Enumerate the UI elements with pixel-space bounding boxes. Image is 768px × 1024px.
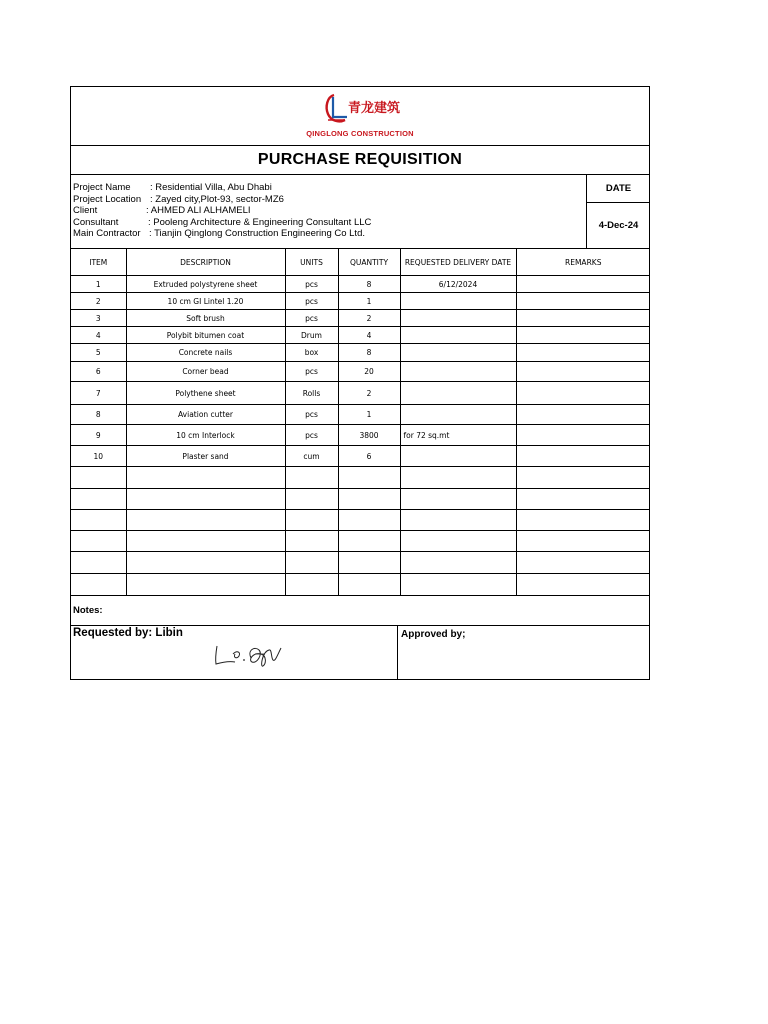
info-value: : Pooleng Architecture & Engineering Consultant LLC (148, 216, 372, 228)
cell-delivery-date (400, 362, 516, 382)
table-row (71, 446, 650, 467)
cell-delivery-date (400, 489, 516, 510)
cell-description: Corner bead (126, 362, 285, 382)
cell-item (71, 489, 126, 510)
info-value: : Residential Villa, Abu Dhabi (150, 182, 272, 193)
cell-description: Soft brush (126, 310, 285, 327)
date-value: 4-Dec-24 (598, 220, 639, 231)
info-value: : Zayed city,Plot-93, sector-MZ6 (150, 193, 284, 205)
cell-delivery-date (400, 310, 516, 327)
cell-remarks (516, 405, 650, 425)
table-row (71, 425, 650, 446)
table-row (71, 362, 650, 382)
cell-quantity: 6 (338, 446, 400, 467)
table-row (71, 574, 650, 596)
cell-remarks (516, 327, 650, 344)
info-value: : AHMED ALI ALHAMELI (146, 205, 251, 216)
column-header-description: DESCRIPTION (126, 249, 285, 276)
handwritten-signature (211, 640, 286, 672)
cell-description (126, 510, 285, 531)
cell-quantity: 20 (338, 362, 400, 382)
cell-delivery-date (400, 552, 516, 574)
cell-remarks (516, 446, 650, 467)
cell-description: Extruded polystyrene sheet (126, 276, 285, 293)
cell-quantity: 3800 (338, 425, 400, 446)
cell-remarks (516, 467, 650, 489)
table-row (71, 276, 650, 293)
cell-item (71, 467, 126, 489)
purchase-requisition-form (70, 86, 650, 680)
cell-remarks (516, 382, 650, 405)
cell-description (126, 531, 285, 552)
cell-quantity: 1 (338, 293, 400, 310)
table-row (71, 310, 650, 327)
cell-remarks (516, 510, 650, 531)
info-value: : Tianjin Qinglong Construction Engineering Co Ltd. (149, 228, 365, 239)
cell-description: Plaster sand (126, 446, 285, 467)
column-header-remarks: REMARKS (516, 249, 650, 276)
column-header-units: UNITS (285, 249, 338, 276)
cell-delivery-date (400, 405, 516, 425)
requested-by-box (71, 626, 398, 679)
cell-quantity: 8 (338, 276, 400, 293)
cell-delivery-date: for 72 sq.mt (400, 425, 516, 446)
cell-quantity (338, 489, 400, 510)
company-header (71, 87, 649, 145)
cell-delivery-date (400, 327, 516, 344)
cell-description (126, 489, 285, 510)
cell-item (71, 531, 126, 552)
cell-item: 4 (71, 327, 126, 344)
cell-units: cum (285, 446, 338, 467)
cell-remarks (516, 531, 650, 552)
cell-item: 8 (71, 405, 126, 425)
cell-delivery-date (400, 510, 516, 531)
info-row-consultant (73, 217, 586, 229)
cell-description: Concrete nails (126, 344, 285, 362)
table-row (71, 510, 650, 531)
cell-quantity (338, 467, 400, 489)
cell-quantity: 4 (338, 327, 400, 344)
table-row (71, 489, 650, 510)
logo-chinese-text: 青龙建筑 (348, 101, 401, 116)
cell-units (285, 510, 338, 531)
table-row (71, 293, 650, 310)
cell-remarks (516, 489, 650, 510)
cell-units (285, 552, 338, 574)
cell-units (285, 489, 338, 510)
cell-item: 6 (71, 362, 126, 382)
cell-units: Rolls (285, 382, 338, 405)
info-row-project-location (73, 194, 586, 206)
cell-delivery-date (400, 574, 516, 596)
info-label: Consultant (73, 216, 119, 228)
company-name: QINGLONG CONSTRUCTION (306, 129, 414, 138)
cell-remarks (516, 362, 650, 382)
cell-quantity (338, 552, 400, 574)
cell-item: 10 (71, 446, 126, 467)
column-header-delivery-date: REQUESTED DELIVERY DATE (400, 249, 516, 276)
info-row-project-name (73, 182, 586, 194)
project-info (71, 175, 587, 248)
cell-units (285, 531, 338, 552)
table-row (71, 531, 650, 552)
cell-quantity (338, 510, 400, 531)
signature-section (70, 625, 650, 680)
cell-item (71, 574, 126, 596)
column-header-quantity: QUANTITY (338, 249, 400, 276)
cell-units: pcs (285, 310, 338, 327)
table-row (71, 552, 650, 574)
notes-label: Notes: (73, 605, 103, 616)
items-table (71, 248, 650, 596)
cell-remarks (516, 310, 650, 327)
cell-remarks (516, 344, 650, 362)
cell-description: Polythene sheet (126, 382, 285, 405)
info-label: Project Name (73, 182, 131, 193)
cell-delivery-date (400, 446, 516, 467)
cell-quantity: 8 (338, 344, 400, 362)
cell-quantity: 2 (338, 382, 400, 405)
info-row-client (73, 205, 586, 217)
table-row (71, 405, 650, 425)
info-label: Client (73, 205, 98, 216)
cell-item: 7 (71, 382, 126, 405)
cell-delivery-date (400, 467, 516, 489)
cell-delivery-date (400, 344, 516, 362)
cell-units: pcs (285, 425, 338, 446)
cell-quantity: 2 (338, 310, 400, 327)
cell-units: pcs (285, 405, 338, 425)
cell-units (285, 467, 338, 489)
cell-delivery-date (400, 293, 516, 310)
cell-units: pcs (285, 362, 338, 382)
cell-units: pcs (285, 276, 338, 293)
cell-units: pcs (285, 293, 338, 310)
cell-description (126, 467, 285, 489)
info-label: Main Contractor (73, 228, 141, 239)
cell-item: 5 (71, 344, 126, 362)
cell-description (126, 552, 285, 574)
table-header-row (71, 249, 650, 276)
cell-item: 1 (71, 276, 126, 293)
cell-delivery-date (400, 382, 516, 405)
cell-description: Aviation cutter (126, 405, 285, 425)
cell-quantity: 1 (338, 405, 400, 425)
table-row (71, 382, 650, 405)
cell-remarks (516, 276, 650, 293)
cell-remarks (516, 574, 650, 596)
cell-item: 2 (71, 293, 126, 310)
cell-description: 10 cm Interlock (126, 425, 285, 446)
cell-description (126, 574, 285, 596)
cell-remarks (516, 293, 650, 310)
qinglong-logo (323, 93, 413, 131)
cell-item (71, 510, 126, 531)
cell-item (71, 552, 126, 574)
table-row (71, 344, 650, 362)
cell-units: box (285, 344, 338, 362)
table-row (71, 327, 650, 344)
cell-quantity (338, 574, 400, 596)
cell-description: 10 cm GI Lintel 1.20 (126, 293, 285, 310)
info-label: Project Location (73, 193, 142, 205)
cell-units: Drum (285, 327, 338, 344)
cell-item: 3 (71, 310, 126, 327)
cell-units (285, 574, 338, 596)
cell-delivery-date (400, 531, 516, 552)
approved-by-label: Approved by; (401, 629, 466, 640)
column-header-item: ITEM (71, 249, 126, 276)
date-label: DATE (587, 175, 650, 203)
requested-by-label: Requested by: Libin (73, 627, 183, 639)
cell-item: 9 (71, 425, 126, 446)
cell-remarks (516, 425, 650, 446)
page-title: PURCHASE REQUISITION (70, 145, 650, 175)
cell-description: Polybit bitumen coat (126, 327, 285, 344)
cell-quantity (338, 531, 400, 552)
table-row (71, 467, 650, 489)
info-row-main-contractor (73, 228, 586, 240)
cell-remarks (516, 552, 650, 574)
cell-delivery-date: 6/12/2024 (400, 276, 516, 293)
